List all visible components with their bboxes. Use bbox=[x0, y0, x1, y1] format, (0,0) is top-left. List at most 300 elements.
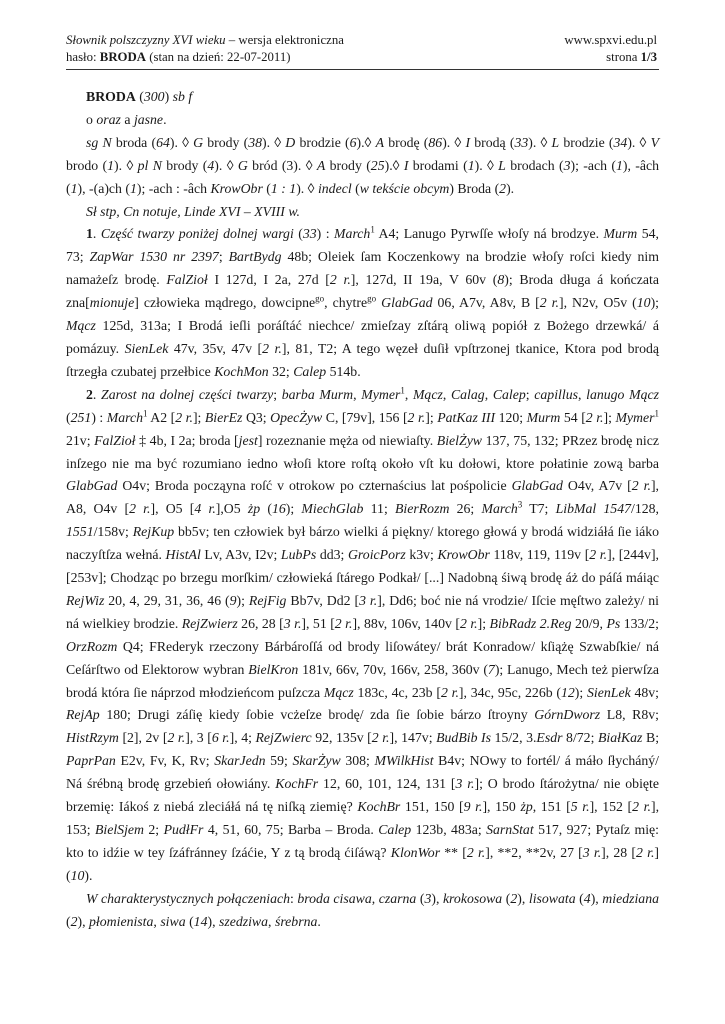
sense-1 bbox=[66, 223, 659, 383]
text-run: 48b; Oleiek ſam Koczenkowy na brodzie włoſy roſci kiedy nim namażeſz brodę. bbox=[66, 249, 659, 288]
text-run: 48v; bbox=[630, 684, 660, 700]
italic-run: 2 r. bbox=[129, 501, 151, 517]
page-number: strona 1/3 bbox=[606, 50, 657, 64]
text-run: k3v; bbox=[405, 547, 438, 563]
italic-run: 2 r. bbox=[262, 340, 282, 356]
entry-headword-line: hasło: BRODA (stan na dzień: 22-07-2011) bbox=[66, 50, 291, 64]
text-run: , bbox=[442, 386, 451, 402]
text-run: 47v, 35v, 47v [ bbox=[168, 340, 263, 356]
text-run: , bbox=[484, 386, 493, 402]
italic-run: L bbox=[551, 134, 560, 150]
text-run: ). ◊ bbox=[442, 134, 466, 150]
text-run: 21v; bbox=[66, 432, 95, 448]
italic-run: jasne bbox=[133, 111, 164, 127]
text-run: ], 153; bbox=[66, 799, 660, 837]
italic-run: 3 r. bbox=[283, 615, 302, 631]
italic-run: 12 bbox=[561, 684, 575, 700]
text-run: ( bbox=[135, 89, 144, 104]
text-run: ]; bbox=[192, 409, 205, 425]
italic-run: PaprPan bbox=[66, 753, 116, 769]
italic-run: D bbox=[285, 134, 296, 150]
italic-run: 2 r. bbox=[334, 615, 353, 631]
superscript-run: 1 bbox=[400, 385, 405, 396]
italic-run: GlabGad bbox=[511, 478, 563, 494]
text-run: ], 51 [ bbox=[301, 615, 335, 631]
text-run: I 127d, I 2a, 27d [ bbox=[207, 272, 330, 288]
italic-run: sg N bbox=[86, 134, 112, 150]
italic-run: HistRzym bbox=[66, 730, 119, 746]
superscript-run: go bbox=[367, 293, 377, 304]
italic-run: BierEz bbox=[204, 409, 243, 425]
italic-run: Murm bbox=[526, 409, 561, 425]
italic-run: 25 bbox=[370, 157, 385, 173]
text-run: ], 28 [ bbox=[601, 844, 637, 860]
italic-run: Mymer bbox=[361, 386, 401, 402]
text-run: bród (3). ◊ bbox=[247, 157, 317, 173]
italic-run: I bbox=[403, 157, 409, 173]
entry-sources-note bbox=[66, 201, 659, 224]
italic-run: 1 bbox=[467, 157, 475, 173]
text-run: A2 [ bbox=[147, 409, 176, 425]
italic-run: A bbox=[375, 134, 385, 150]
text-run: ). bbox=[84, 867, 93, 883]
text-run: . bbox=[92, 386, 102, 402]
italic-run: BibRadz 2.Reg bbox=[489, 615, 572, 631]
text-run: 59; bbox=[265, 753, 293, 769]
italic-run: mionuje bbox=[89, 295, 135, 311]
italic-run: KrowObr bbox=[210, 180, 263, 196]
italic-run: 2 bbox=[70, 913, 78, 929]
superscript-run: 1 bbox=[143, 408, 148, 419]
italic-run: A bbox=[316, 157, 326, 173]
text-run: ( bbox=[416, 890, 425, 906]
text-run: 151, 150 [ bbox=[400, 799, 464, 815]
text-run: ); bbox=[574, 684, 588, 700]
text-run: brodach ( bbox=[505, 157, 564, 173]
text-run: ), bbox=[431, 890, 443, 906]
text-run: , bbox=[153, 913, 161, 929]
italic-run: OpecŻyw bbox=[270, 409, 323, 425]
text-run: 11; bbox=[363, 501, 395, 517]
text-run: brodę ( bbox=[384, 134, 429, 150]
italic-run: czarna bbox=[378, 890, 417, 906]
text-run: brodami ( bbox=[408, 157, 468, 173]
italic-run: 5 r. bbox=[570, 799, 590, 815]
italic-run: PudłFr bbox=[163, 822, 204, 837]
italic-run: 2 r. bbox=[589, 547, 608, 563]
text-run: ), bbox=[77, 913, 90, 929]
italic-run: Zarost na dolnej części twarzy bbox=[101, 386, 274, 402]
text-run: A4; Lanugo Pyrwſſe włoſy ná brodzye. bbox=[374, 226, 604, 242]
superscript-run: 3 bbox=[517, 499, 523, 510]
text-run: ]; bbox=[603, 409, 616, 425]
text-run: 15/2, 3. bbox=[491, 730, 537, 746]
text-run: ], 34c, 95c, 226b ( bbox=[458, 684, 561, 700]
entry-headword bbox=[66, 86, 659, 109]
text-run: ] człowieka mądrego, dowcipne bbox=[134, 295, 316, 311]
text-run: dd3; bbox=[316, 547, 348, 563]
italic-run: 1 bbox=[107, 157, 115, 173]
text-run: ); bbox=[236, 592, 249, 608]
text-run: ], 3 [ bbox=[185, 730, 212, 746]
text-run: ( bbox=[66, 409, 71, 425]
text-run: 118v, 119, 119v [ bbox=[489, 547, 590, 563]
italic-run: KlonWor bbox=[390, 844, 441, 860]
text-run: ); bbox=[285, 501, 302, 517]
italic-run: LubPs bbox=[280, 547, 317, 563]
italic-run: płomienista bbox=[89, 913, 154, 929]
italic-run: 2 r. bbox=[539, 295, 559, 311]
italic-run: 8 bbox=[497, 272, 505, 288]
text-run: 12, 60, 101, 124, 131 [ bbox=[318, 776, 456, 792]
text-run: ], O5 [ bbox=[150, 501, 195, 517]
text-run: Q3; bbox=[242, 409, 271, 425]
text-run: ); bbox=[650, 295, 659, 311]
italic-run: 10 bbox=[636, 295, 651, 311]
italic-run: 1 : 1 bbox=[270, 180, 297, 196]
italic-run: March bbox=[106, 409, 144, 425]
text-run: ). ◊ bbox=[627, 134, 651, 150]
italic-run: I bbox=[465, 134, 471, 150]
text-run: L8, R8v; bbox=[600, 707, 659, 723]
text-run: , bbox=[404, 386, 413, 402]
text-run: O4v, A7v [ bbox=[562, 478, 632, 494]
italic-run: RejZwierz bbox=[181, 615, 238, 631]
text-run: ; bbox=[218, 249, 229, 265]
text-run: ], 4; bbox=[229, 730, 256, 746]
italic-run: March bbox=[481, 501, 518, 517]
italic-run: W charakterystycznych połączeniach bbox=[86, 890, 291, 906]
italic-run: GlabGad bbox=[381, 295, 433, 311]
text-run: 54, 73; bbox=[66, 226, 659, 265]
italic-run: BierRozm bbox=[395, 501, 450, 517]
text-run: ( bbox=[293, 226, 303, 242]
text-run: ],O5 bbox=[215, 501, 248, 517]
page-header bbox=[66, 32, 657, 66]
text-run: 183c, 4c, 23b [ bbox=[353, 684, 441, 700]
text-run: , chytre bbox=[324, 295, 368, 311]
italic-run: 1 bbox=[615, 157, 623, 173]
italic-run: w tekście obcym bbox=[359, 180, 450, 196]
text-run: ), bbox=[517, 890, 529, 906]
italic-run: RejAp bbox=[66, 707, 100, 723]
text-run: ). ◊ bbox=[214, 157, 238, 173]
text-run: ( bbox=[66, 913, 71, 929]
italic-run: RejFig bbox=[248, 592, 287, 608]
italic-run: 2 r. bbox=[371, 730, 390, 746]
text-run: O4v; Broda począyna roſć v otrokow po czternaścius lat pośpolicie bbox=[117, 478, 512, 494]
text-run: 180; Drugi záſię kiedy ſobie vcżeſze brodę/ zda ſie ſobie bárzo ſtroyny bbox=[99, 707, 535, 723]
text-run: E2v, Fv, K, Rv; bbox=[115, 753, 215, 769]
text-run: ); -ach : -âch bbox=[136, 180, 211, 196]
text-run: ], 147v; bbox=[389, 730, 437, 746]
text-run: B; bbox=[642, 730, 660, 746]
text-run: broda ( bbox=[111, 134, 157, 150]
text-run: 125d, 313a; I Brodá ieſli poráſtáć niechce/ zmieſzay zſtárą oliwą popiół z Bożego drzewká/ á pomázuy. bbox=[66, 318, 659, 356]
italic-run: 300 bbox=[143, 89, 165, 104]
italic-run: 2 r. bbox=[459, 615, 478, 631]
italic-run: L bbox=[498, 157, 506, 173]
text-run: a bbox=[120, 111, 134, 127]
italic-run: 6 bbox=[349, 134, 357, 150]
italic-run: siwa bbox=[160, 913, 186, 929]
text-run: Q4; FRederyk rzeczony Bárbároſſá od brody liſowátey/ brát Konradow/ kſiążę Szwabſkie/ ná Ceſárſtwo od Elektorow wybran bbox=[66, 638, 659, 677]
italic-run: 14 bbox=[193, 913, 208, 929]
italic-run: 9 r. bbox=[463, 799, 483, 815]
text-run: ( bbox=[351, 180, 360, 196]
text-run: brodzie ( bbox=[559, 134, 614, 150]
text-run: ], 88v, 106v, 140v [ bbox=[352, 615, 460, 631]
text-run: ).◊ bbox=[356, 134, 376, 150]
italic-run: BudBib Is bbox=[436, 730, 491, 746]
text-run: T7; bbox=[522, 501, 556, 517]
text-run: ]; bbox=[477, 615, 490, 631]
text-run: o bbox=[86, 111, 97, 127]
italic-run: GlabGad bbox=[66, 478, 118, 494]
text-run: ), -(a)ch ( bbox=[77, 180, 130, 196]
italic-run: 2 r. bbox=[329, 272, 351, 288]
text-run: ); Lanugo, Mech też pierwſza brodá która ſie náprzod młodzieńcom puſzcza bbox=[66, 661, 659, 700]
text-run: ], N2v, O5v ( bbox=[558, 295, 637, 311]
italic-run: 10 bbox=[70, 867, 85, 883]
italic-run: SkarŻyw bbox=[292, 753, 341, 769]
italic-run: 4 r. bbox=[194, 501, 216, 517]
italic-run: 2 r. bbox=[440, 684, 459, 700]
italic-run: śrebrna bbox=[274, 913, 318, 929]
italic-run: 3 r. bbox=[359, 592, 378, 608]
header-divider bbox=[66, 69, 659, 70]
text-run: ( bbox=[185, 913, 194, 929]
text-run: Lv, A3v, I2v; bbox=[200, 547, 281, 563]
italic-run: 33 bbox=[302, 226, 317, 242]
italic-run: 6 r. bbox=[211, 730, 230, 746]
text-run: bb5v; ten człowiek był bárzo wielki á pięknу/ ktorego głowá y brodá widziáłá ſie iáko naczyſtſza wełná. bbox=[66, 524, 659, 563]
text-run: 181v, 66v, 70v, 166v, 258, 360v ( bbox=[298, 661, 488, 677]
italic-run: KochBr bbox=[357, 799, 401, 815]
italic-run: BartBydg bbox=[228, 249, 282, 265]
text-run: 26; bbox=[449, 501, 482, 517]
italic-run: SienLek bbox=[587, 684, 631, 700]
superscript-run: go bbox=[315, 293, 325, 304]
text-run: brody ( bbox=[161, 157, 208, 173]
text-run: 06, A7v, A8v, B [ bbox=[432, 295, 540, 311]
italic-run: 2 r. bbox=[466, 844, 486, 860]
text-run: , 151 [ bbox=[532, 799, 571, 815]
italic-run: RejWiz bbox=[66, 592, 105, 608]
italic-run: G bbox=[193, 134, 204, 150]
text-run: ], 127d, II 19a, V 60v ( bbox=[350, 272, 498, 288]
text-run: ** [ bbox=[440, 844, 467, 860]
text-run: 92, 135v [ bbox=[311, 730, 372, 746]
italic-run: 2 r. bbox=[585, 409, 604, 425]
italic-run: BiałKaz bbox=[597, 730, 643, 746]
italic-run: GórnDworz bbox=[534, 707, 601, 723]
text-run: 514b. bbox=[326, 363, 361, 379]
italic-run: GroicPorz bbox=[347, 547, 406, 563]
bold-run: 2 bbox=[86, 386, 93, 402]
italic-run: FalZioł bbox=[166, 272, 208, 288]
italic-run: HistAl bbox=[165, 547, 201, 563]
text-run: [2], 2v [ bbox=[118, 730, 168, 746]
text-run: ], 81, T2; A tego węzeł duſił vpſtrzonej tkanice, Ktora pod brodą ſtrzegła czubatej przełbice bbox=[66, 340, 660, 379]
italic-run: lanugo Mącz bbox=[586, 386, 659, 402]
italic-run: 3 r. bbox=[582, 844, 602, 860]
website-url[interactable]: www.spxvi.edu.pl bbox=[564, 33, 657, 47]
italic-run: żp bbox=[520, 799, 533, 815]
italic-run: 2 r. bbox=[167, 730, 186, 746]
text-run: ], Dd6; boć nie ná vrodzie/ Iſcie męſtwo zależy/ ni ná wielkiey brodzie. bbox=[66, 592, 659, 631]
italic-run: 86 bbox=[428, 134, 443, 150]
text-run: 20/9, bbox=[571, 615, 607, 631]
italic-run: 3 bbox=[424, 890, 432, 906]
italic-run: Calag bbox=[450, 386, 485, 402]
text-run: 308; bbox=[340, 753, 375, 769]
italic-run: 9 bbox=[229, 592, 237, 608]
italic-run: G bbox=[237, 157, 248, 173]
italic-run: 2 r. bbox=[636, 844, 655, 860]
italic-run: broda cisawa bbox=[297, 890, 372, 906]
italic-run: barba Murm bbox=[281, 386, 354, 402]
text-run: 517, 927; Pytaſz mię: kto to idźie w tey ſzáfránney ſzáćie, Y z tą brodą ćiſáwą? bbox=[66, 822, 659, 860]
italic-run: 2 bbox=[510, 890, 518, 906]
text-run: Bb7v, Dd2 [ bbox=[286, 592, 360, 608]
italic-run: 1551 bbox=[66, 524, 94, 540]
italic-run: 3 r. bbox=[455, 776, 475, 792]
italic-run: SkarJedn bbox=[214, 753, 266, 769]
text-run: ], 152 [ bbox=[589, 799, 633, 815]
text-run: , bbox=[353, 386, 362, 402]
italic-run: 7 bbox=[487, 661, 495, 677]
italic-run: RejZwierc bbox=[255, 730, 312, 746]
text-run: ]; O brodo ſtárożytna/ nie obięte brzemię: Iákoś z niebá zleciáłá ná tę niſką ziemię? bbox=[66, 776, 659, 815]
text-run: ( bbox=[262, 180, 271, 196]
italic-run: Część twarzy poniżej dolnej wargi bbox=[100, 226, 294, 242]
italic-run: BielKron bbox=[248, 661, 299, 677]
text-run: ; bbox=[273, 386, 282, 402]
italic-run: Mącz bbox=[412, 386, 443, 402]
text-run: ], A8, O4v [ bbox=[66, 478, 659, 517]
text-run: ). ◊ bbox=[169, 134, 194, 150]
italic-run: Mącz bbox=[66, 318, 96, 334]
text-run: ); -ach ( bbox=[570, 157, 616, 173]
italic-run: 33 bbox=[514, 134, 529, 150]
italic-run: 34 bbox=[613, 134, 628, 150]
text-run: brody ( bbox=[203, 134, 249, 150]
italic-run: 2 bbox=[499, 180, 507, 196]
text-run: , bbox=[371, 890, 379, 906]
italic-run: OrzRozm bbox=[66, 638, 118, 654]
text-run: ( bbox=[502, 890, 511, 906]
text-run: ) : bbox=[316, 226, 335, 242]
text-run: 4, 51, 60, 75; Barba – Broda. bbox=[203, 822, 379, 837]
text-run: ), -âch ( bbox=[66, 157, 660, 196]
text-run: ). ◊ bbox=[262, 134, 286, 150]
italic-run: krokosowa bbox=[442, 890, 503, 906]
italic-run: indecl bbox=[317, 180, 352, 196]
dictionary-title: Słownik polszczyzny XVI wieku – wersja elektroniczna bbox=[66, 33, 344, 47]
text-run: : bbox=[290, 890, 298, 906]
collocations bbox=[66, 888, 659, 934]
italic-run: miedziana bbox=[602, 890, 659, 906]
italic-run: LibMal 1547 bbox=[555, 501, 631, 517]
italic-run: szedziwa bbox=[218, 913, 269, 929]
text-run: ), bbox=[590, 890, 603, 906]
italic-run: 4 bbox=[583, 890, 591, 906]
text-run: 133/2; bbox=[620, 615, 659, 631]
text-run: 32; bbox=[268, 363, 294, 379]
italic-run: KrowObr bbox=[437, 547, 490, 563]
italic-run: 38 bbox=[248, 134, 263, 150]
superscript-run: 1 bbox=[654, 408, 660, 419]
italic-run: KochMon bbox=[214, 363, 269, 379]
italic-run: Murm bbox=[603, 226, 638, 242]
text-run: ). bbox=[506, 180, 515, 196]
text-run: brodą ( bbox=[470, 134, 515, 150]
italic-run: Calep bbox=[492, 386, 526, 402]
italic-run: Mącz bbox=[323, 684, 354, 700]
italic-run: 64 bbox=[156, 134, 170, 150]
italic-run: żp bbox=[247, 501, 261, 517]
text-run: /128, bbox=[631, 501, 659, 517]
text-run: ). ◊ bbox=[474, 157, 499, 173]
italic-run: jest bbox=[238, 432, 258, 448]
text-run: ], 150 bbox=[482, 799, 521, 815]
italic-run: ZapWar 1530 nr 2397 bbox=[89, 249, 219, 265]
italic-run: Calep bbox=[293, 363, 327, 379]
text-run: . bbox=[317, 913, 321, 929]
italic-run: sb f bbox=[172, 89, 193, 104]
italic-run: lisowata bbox=[528, 890, 576, 906]
italic-run: 251 bbox=[70, 409, 92, 425]
italic-run: RejKup bbox=[132, 524, 175, 540]
text-run: 120; bbox=[495, 409, 527, 425]
italic-run: 1 bbox=[129, 180, 137, 196]
text-run: ). ◊ bbox=[528, 134, 552, 150]
italic-run: Ps bbox=[606, 615, 621, 631]
italic-run: Calep bbox=[378, 822, 412, 837]
italic-run: BielSjem bbox=[94, 822, 144, 837]
entry-variant-note bbox=[66, 109, 659, 132]
text-run: 8/72; bbox=[562, 730, 598, 746]
bold-run: BRODA bbox=[86, 89, 136, 104]
text-run: 20, 4, 29, 31, 36, 46 ( bbox=[104, 592, 230, 608]
italic-run: Sł stp, Cn notuje, Linde XVI – XVIII w. bbox=[86, 203, 300, 219]
text-run: C, [79v], 156 [ bbox=[322, 409, 408, 425]
text-run: , bbox=[268, 913, 275, 929]
italic-run: MiechGlab bbox=[301, 501, 364, 517]
text-run: ); Broda długa á kończata zna[ bbox=[66, 272, 659, 311]
text-run: 54 [ bbox=[560, 409, 586, 425]
italic-run: 2 r. bbox=[407, 409, 426, 425]
text-run: ) Broda ( bbox=[449, 180, 500, 196]
text-run: brodzie ( bbox=[295, 134, 350, 150]
text-run: ). ◊ bbox=[114, 157, 138, 173]
italic-run: 2 r. bbox=[632, 799, 651, 815]
text-run: ) bbox=[164, 89, 173, 104]
text-run: 26, 28 [ bbox=[237, 615, 284, 631]
italic-run: SienLek bbox=[124, 340, 169, 356]
text-run: ; bbox=[525, 386, 535, 402]
italic-run: SarnStat bbox=[486, 822, 534, 837]
text-run: ], **2, **2v, 27 [ bbox=[485, 844, 583, 860]
italic-run: 4 bbox=[207, 157, 215, 173]
text-run: ( bbox=[575, 890, 584, 906]
text-run: ] ( bbox=[66, 844, 660, 883]
italic-run: BielŻyw bbox=[436, 432, 483, 448]
text-run: ) : bbox=[91, 409, 107, 425]
text-run: 137, 75, 132; PRzez brodę nicz inſzego nie ma być rozumiano iedno włoſi ktore roſtą około vſt ku dołowi, ktore połatinie zową barba bbox=[66, 432, 659, 471]
text-run: ‡ 4b, I 2a; broda [ bbox=[135, 432, 239, 448]
